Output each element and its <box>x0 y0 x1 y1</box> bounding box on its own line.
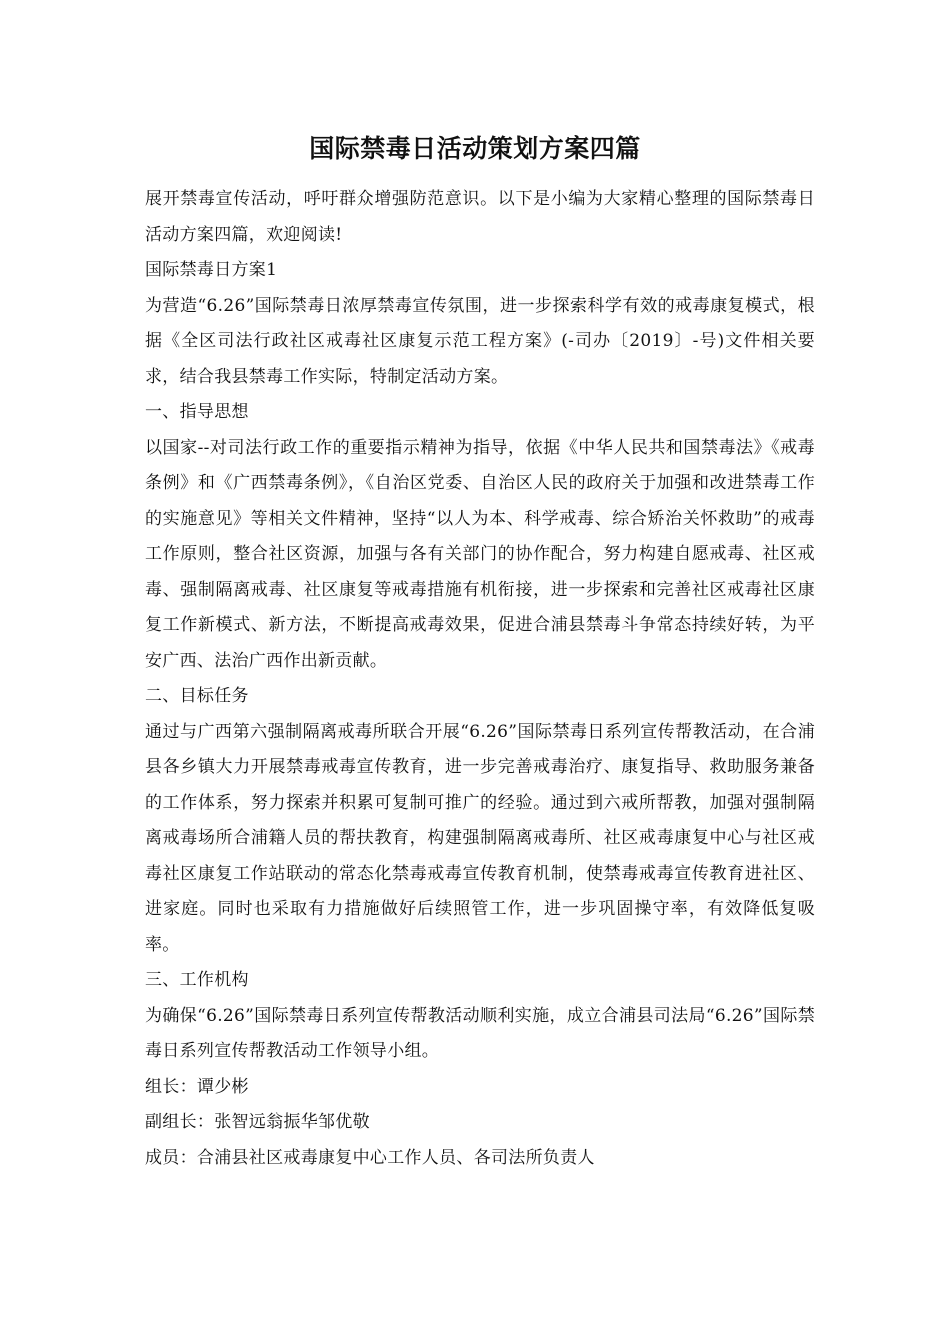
section-heading-plan-1: 国际禁毒日方案1 <box>145 260 278 280</box>
document-title: 国际禁毒日活动策划方案四篇 <box>309 134 641 163</box>
plan-purpose-paragraph: 为营造“6.26”国际禁毒日浓厚禁毒宣传氛围，进一步探索科学有效的戒毒康复模式，根据《全区司法行政社区戒毒社区康复示范工程方案》(-司办〔2019〕-号)文件相关要求，结合我县禁毒工作实际，特制定活动方案。 <box>145 295 815 387</box>
group-leader-line: 组长：谭少彬 <box>145 1076 249 1097</box>
heading-work-organization: 三、工作机构 <box>145 970 249 990</box>
goals-tasks-paragraph: 通过与广西第六强制隔离戒毒所联合开展“6.26”国际禁毒日系列宣传帮教活动，在合浦县各乡镇大力开展禁毒戒毒宣传教育，进一步完善戒毒治疗、康复指导、救助服务兼备的工作体系，努力探索并积累可复制可推广的经验。通过到六戒所帮教，加强对强制隔离戒毒场所合浦籍人员的帮扶教育，构建强制隔离戒毒所、社区戒毒康复中心与社区戒毒社区康复工作站联动的常态化禁毒戒毒宣传教育机制，使禁毒戒毒宣传教育进社区、进家庭。同时也采取有力措施做好后续照管工作，进一步巩固操守率，有效降低复吸率。 <box>145 721 815 955</box>
work-organization-paragraph: 为确保“6.26”国际禁毒日系列宣传帮教活动顺利实施，成立合浦县司法局“6.26”国际禁毒日系列宣传帮教活动工作领导小组。 <box>145 1005 815 1061</box>
heading-goals-tasks: 二、目标任务 <box>145 686 249 706</box>
document-body <box>145 182 815 1176</box>
deputy-leader-line: 副组长：张智远翁振华邹优敬 <box>145 1112 370 1132</box>
heading-guiding-ideology: 一、指导思想 <box>145 402 249 422</box>
intro-paragraph: 展开禁毒宣传活动，呼吁群众增强防范意识。以下是小编为大家精心整理的国际禁毒日活动方案四篇，欢迎阅读! <box>145 189 815 245</box>
guiding-ideology-paragraph: 以国家--对司法行政工作的重要指示精神为指导，依据《中华人民共和国禁毒法》《戒毒条例》和《广西禁毒条例》，《自治区党委、自治区人民的政府关于加强和改进禁毒工作的实施意见》等相关文件精神，坚持“以人为本、科学戒毒、综合矫治关怀救助”的戒毒工作原则，整合社区资源，加强与各有关部门的协作配合，努力构建自愿戒毒、社区戒毒、强制隔离戒毒、社区康复等戒毒措施有机衔接，进一步探索和完善社区戒毒社区康复工作新模式、新方法，不断提高戒毒效果，促进合浦县禁毒斗争常态持续好转，为平安广西、法治广西作出新贡献。 <box>145 437 815 671</box>
members-line: 成员：合浦县社区戒毒康复中心工作人员、各司法所负责人 <box>145 1147 595 1168</box>
